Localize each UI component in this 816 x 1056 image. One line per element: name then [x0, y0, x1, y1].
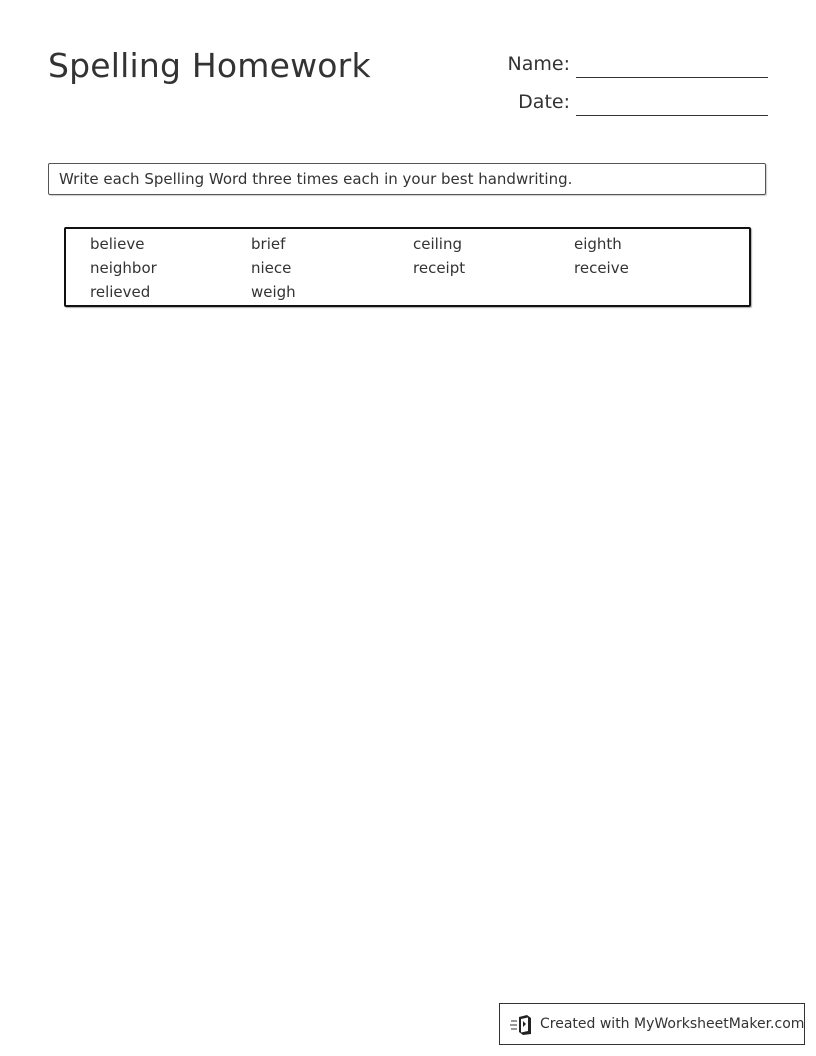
name-label: Name: — [507, 53, 570, 75]
book-logo-icon — [510, 1014, 534, 1036]
page-title: Spelling Homework — [48, 46, 371, 85]
spelling-word: relieved — [90, 283, 151, 301]
spelling-word: weigh — [251, 283, 296, 301]
spelling-word: receipt — [413, 259, 466, 277]
spelling-word: ceiling — [413, 235, 463, 253]
footer-text: Created with MyWorksheetMaker.com — [540, 1016, 805, 1032]
spelling-word: receive — [574, 259, 629, 277]
spelling-word: brief — [251, 235, 286, 253]
name-line[interactable] — [576, 77, 768, 78]
word-bank — [64, 227, 751, 307]
spelling-word: believe — [90, 235, 145, 253]
footer-credit[interactable] — [499, 1003, 805, 1045]
name-field — [440, 50, 768, 78]
spelling-word: eighth — [574, 235, 622, 253]
date-line[interactable] — [576, 115, 768, 116]
date-field — [440, 88, 768, 116]
spelling-word: niece — [251, 259, 292, 277]
instructions-box — [48, 163, 766, 195]
instructions-text: Write each Spelling Word three times each in your best handwriting. — [59, 170, 573, 188]
date-label: Date: — [518, 91, 570, 113]
spelling-word: neighbor — [90, 259, 157, 277]
